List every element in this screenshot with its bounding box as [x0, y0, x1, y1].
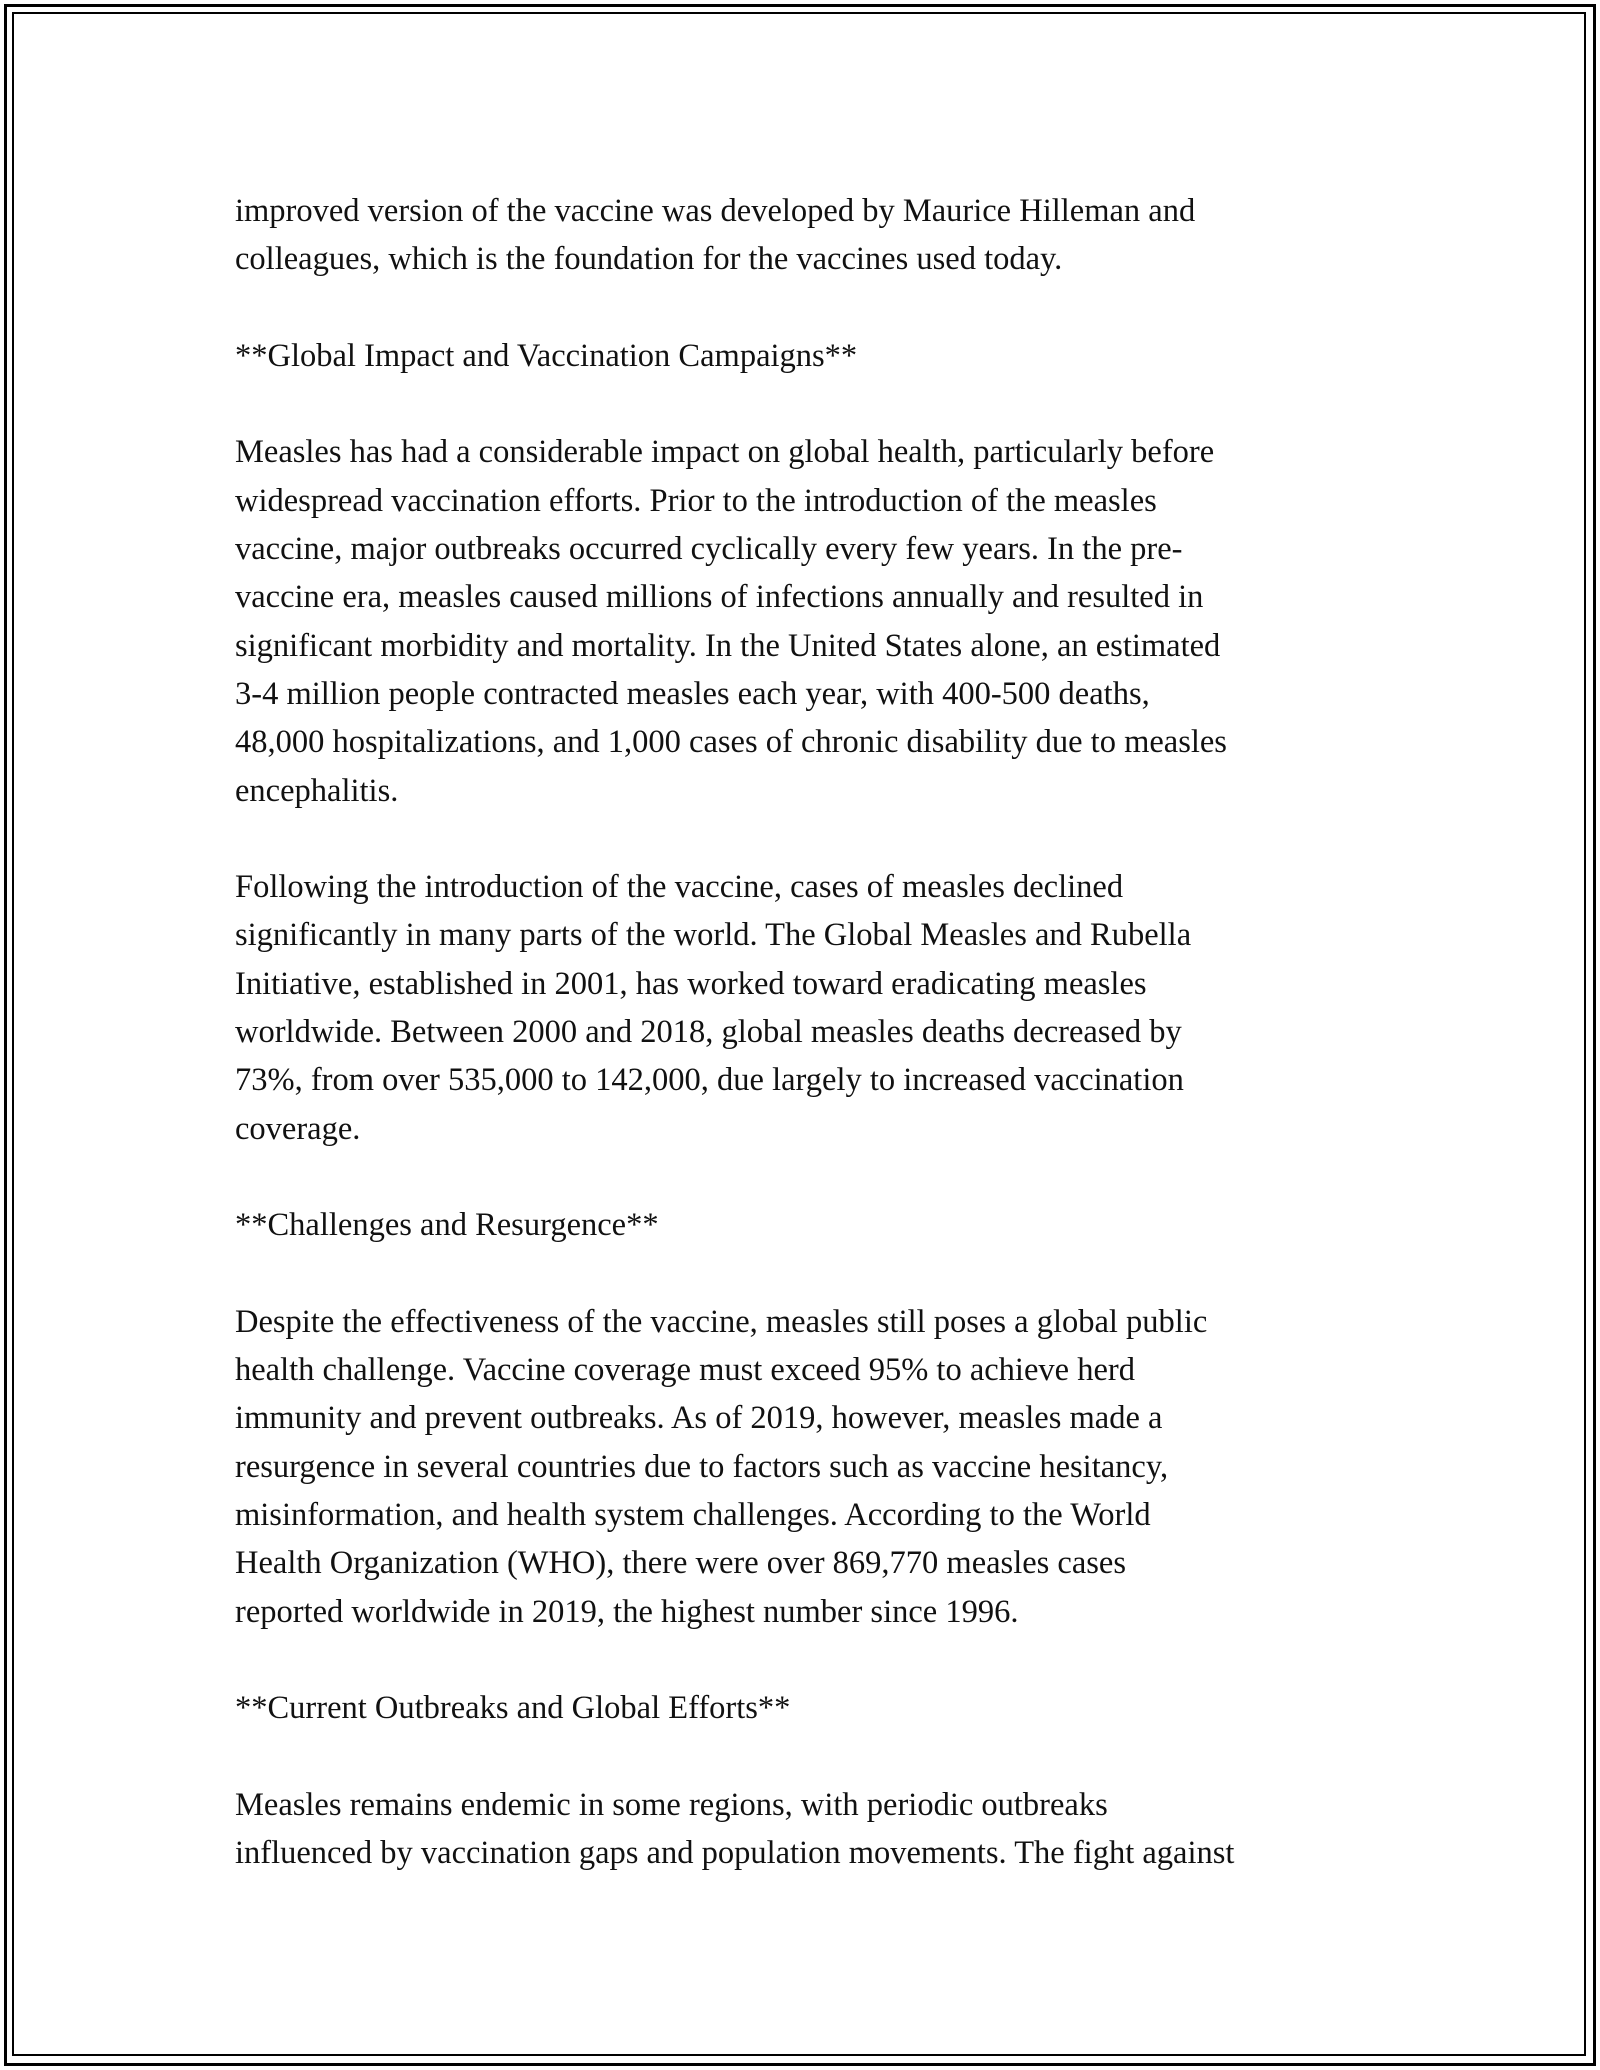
block-spacer — [235, 1153, 1385, 1201]
paragraph-line: Despite the effectiveness of the vaccine, measles still poses a global public — [235, 1303, 1208, 1340]
block-spacer — [235, 1636, 1385, 1684]
paragraph — [235, 863, 1385, 1153]
paragraph-line: coverage. — [235, 1110, 361, 1147]
paragraph-line: Measles remains endemic in some regions, with periodic outbreaks — [235, 1786, 1108, 1823]
section-heading — [235, 1201, 1385, 1249]
paragraph-line: vaccine era, measles caused millions of infections annually and resulted in — [235, 579, 1204, 616]
paragraph-line: vaccine, major outbreaks occurred cyclically every few years. In the pre- — [235, 531, 1183, 568]
paragraph-line: improved version of the vaccine was developed by Maurice Hilleman and — [235, 193, 1196, 229]
paragraph-line: misinformation, and health system challenges. According to the World — [235, 1497, 1151, 1534]
paragraph-line: Initiative, established in 2001, has worked toward eradicating measles — [235, 965, 1147, 1002]
paragraph-line: resurgence in several countries due to factors such as vaccine hesitancy, — [235, 1448, 1169, 1485]
block-spacer — [235, 284, 1385, 332]
paragraph-line: reported worldwide in 2019, the highest number since 1996. — [235, 1593, 1019, 1630]
section-heading — [235, 332, 1385, 380]
paragraph — [235, 187, 1385, 284]
paragraph-line: Health Organization (WHO), there were over 869,770 measles cases — [235, 1545, 1127, 1582]
paragraph-line: 48,000 hospitalizations, and 1,000 cases of chronic disability due to measles — [235, 724, 1227, 761]
paragraph — [235, 1298, 1385, 1636]
paragraph-line: 73%, from over 535,000 to 142,000, due largely to increased vaccination — [235, 1062, 1184, 1099]
paragraph-line: health challenge. Vaccine coverage must exceed 95% to achieve herd — [235, 1352, 1135, 1389]
heading-text: **Global Impact and Vaccination Campaigns** — [235, 337, 858, 374]
paragraph-line: widespread vaccination efforts. Prior to the introduction of the measles — [235, 482, 1157, 519]
paragraph-line: influenced by vaccination gaps and population movements. The fight against — [235, 1835, 1235, 1872]
paragraph-line: immunity and prevent outbreaks. As of 2019, however, measles made a — [235, 1400, 1163, 1437]
paragraph-line: Following the introduction of the vaccine, cases of measles declined — [235, 869, 1124, 906]
paragraph-line: colleagues, which is the foundation for the vaccines used today. — [235, 241, 1063, 278]
paragraph-line: significantly in many parts of the world. The Global Measles and Rubella — [235, 917, 1192, 954]
paragraph-line: significant morbidity and mortality. In the United States alone, an estimated — [235, 627, 1221, 664]
document-body — [235, 187, 1385, 1877]
paragraph-line: worldwide. Between 2000 and 2018, global measles deaths decreased by — [235, 1014, 1182, 1051]
block-spacer — [235, 815, 1385, 863]
heading-text: **Current Outbreaks and Global Efforts** — [235, 1690, 791, 1727]
section-heading — [235, 1684, 1385, 1732]
paragraph — [235, 1781, 1385, 1878]
paragraph-line: encephalitis. — [235, 772, 399, 809]
block-spacer — [235, 1250, 1385, 1298]
block-spacer — [235, 380, 1385, 428]
block-spacer — [235, 1733, 1385, 1781]
paragraph-line: 3-4 million people contracted measles each year, with 400-500 deaths, — [235, 675, 1150, 712]
paragraph-line: Measles has had a considerable impact on global health, particularly before — [235, 434, 1215, 471]
paragraph — [235, 428, 1385, 814]
heading-text: **Challenges and Resurgence** — [235, 1207, 659, 1244]
